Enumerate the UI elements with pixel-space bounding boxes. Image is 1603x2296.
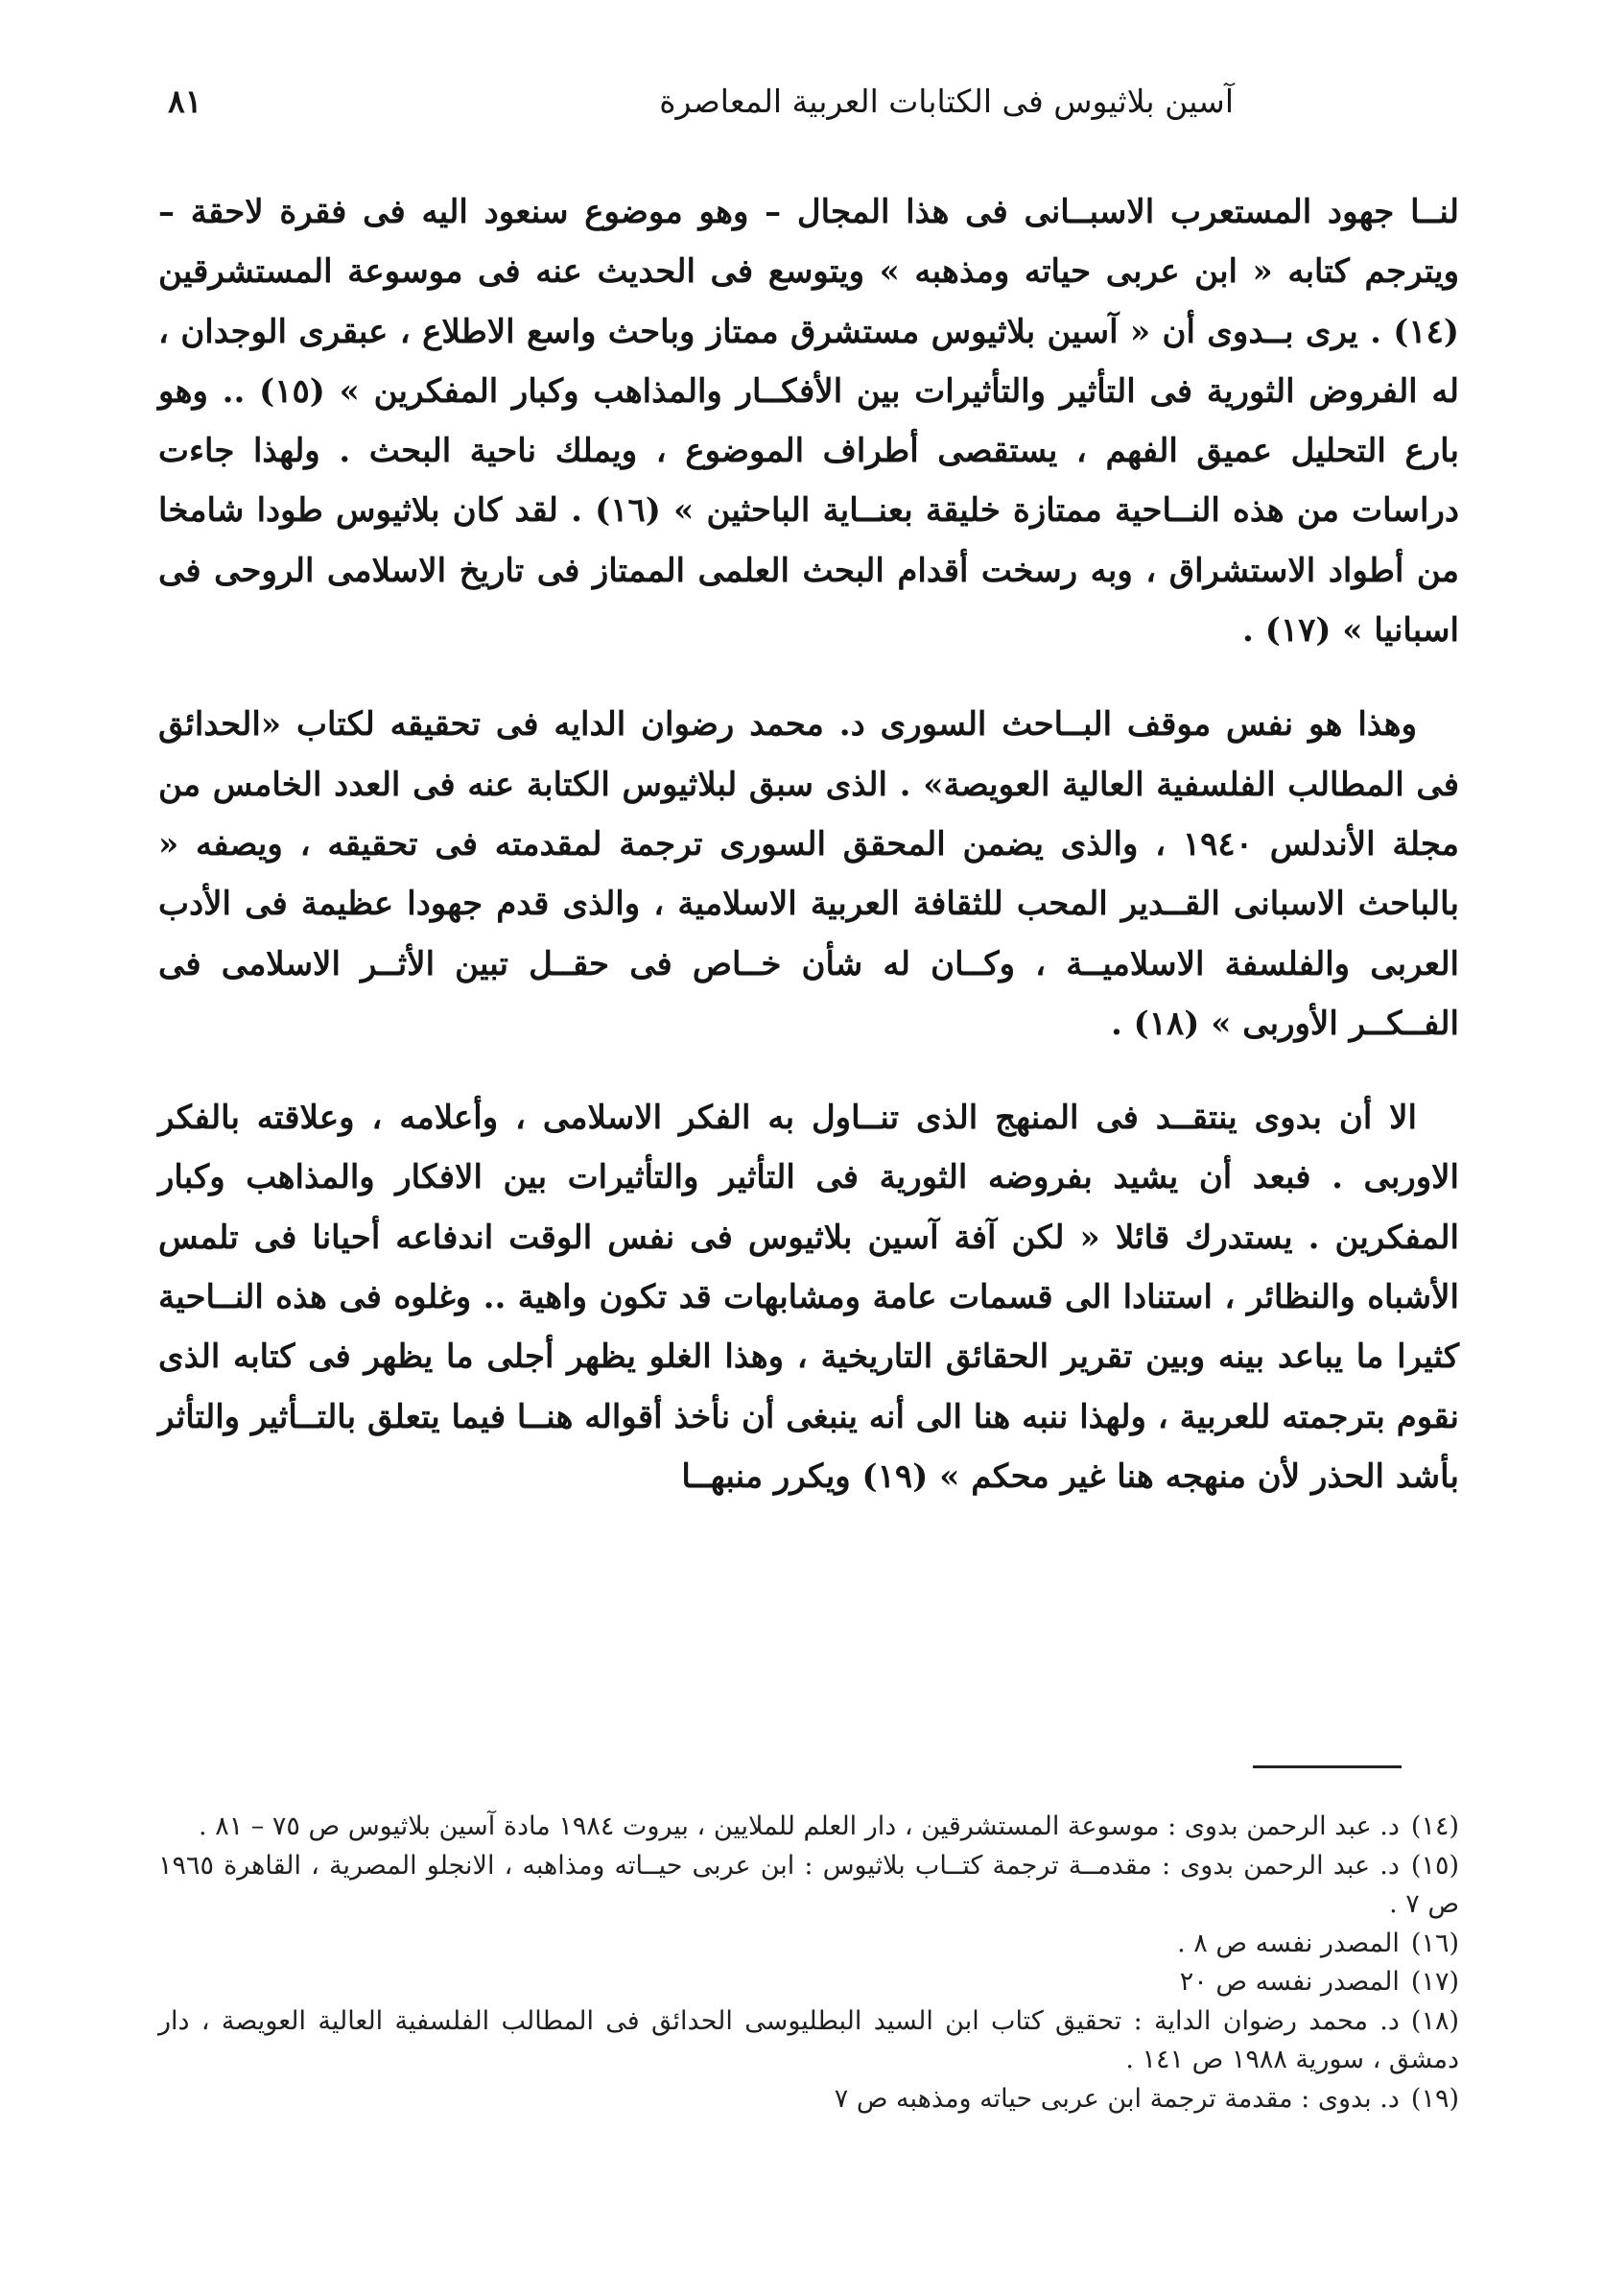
footnote-text: د. عبد الرحمن بدوى : مقدمــة ترجمة كتــاب بلاثيوس : ابن عربى حيــاته ومذاهبه ، الانجلو المصرية ، القاهرة ١٩٦٥ ص ٧ .	[158, 1850, 1459, 1919]
footnote-19	[158, 2080, 1459, 2119]
footnotes	[158, 1808, 1459, 2118]
footnote-number: (١٤)	[1410, 1811, 1459, 1841]
footnote-number: (١٥)	[1410, 1850, 1459, 1881]
page-header	[158, 75, 1459, 132]
paragraph-2: وهذا هو نفس موقف البــاحث السورى د. محمد رضوان الدايه فى تحقيقه لكتاب «الحدائق فى المطالب الفلسفية العالية العويصة» . الذى سبق لبلاثيوس الكتابة عنه فى العدد الخامس من مجلة الأندلس ١٩٤٠ ، والذى يضمن المحقق السورى ترجمة لمقدمته فى تحقيقه ، ويصفه « بالباحث الاسبانى القــدير المحب للثقافة العربية الاسلامية ، والذى قدم جهودا عظيمة فى الأدب العربى والفلسفة الاسلاميــة ، وكــان له شأن خــاص فى حقــل تبين الأثــر الاسلامى فى الفــكــر الأوربى » (١٨) .	[158, 705, 1459, 1043]
footnote-17	[158, 1963, 1459, 2002]
footnote-14	[158, 1808, 1459, 1847]
paragraph-3: الا أن بدوى ينتقــد فى المنهج الذى تنــاول به الفكر الاسلامى ، وأعلامه ، وعلاقته بالفكر الاوربى . فبعد أن يشيد بفروضه الثورية فى التأثير والتأثيرات بين الافكار والمذاهب وكبار المفكرين . يستدرك قائلا « لكن آفة آسين بلاثيوس فى نفس الوقت اندفاعه أحيانا فى تلمس الأشباه والنظائر ، استنادا الى قسمات عامة ومشابهات قد تكون واهية .. وغلوه فى هذه النــاحية كثيرا ما يباعد بينه وبين تقرير الحقائق التاريخية ، وهذا الغلو يظهر أجلى ما يظهر فى كتابه الذى نقوم بترجمته للعربية ، ولهذا ننبه هنا الى أنه ينبغى أن نأخذ أقواله هنــا فيما يتعلق بالتــأثير والتأثر بأشد الحذر لأن منهجه هنا غير محكم » (١٩) ويكرر منبهــا	[158, 1099, 1459, 1496]
paragraph-1: لنــا جهود المستعرب الاسبــانى فى هذا المجال – وهو موضوع سنعود اليه فى فقرة لاحقة – ويترجم كتابه « ابن عربى حياته ومذهبه » ويتوسع فى الحديث عنه فى موسوعة المستشرقين (١٤) . يرى بــدوى أن « آسين بلاثيوس مستشرق ممتاز وباحث واسع الاطلاع ، عبقرى الوجدان ، له الفروض الثورية فى التأثير والتأثيرات بين الأفكــار والمذاهب وكبار المفكرين » (١٥) .. وهو بارع التحليل عميق الفهم ، يستقصى أطراف الموضوع ، ويملك ناحية البحث . ولهذا جاءت دراسات من هذه النــاحية ممتازة خليقة بعنــاية الباحثين » (١٦) . لقد كان بلاثيوس طودا شامخا من أطواد الاستشراق ، وبه رسخت أقدام البحث العلمى الممتاز فى تاريخ الاسلامى الروحى فى اسبانيا » (١٧) .	[158, 193, 1460, 651]
footnote-number: (١٨)	[1410, 2005, 1459, 2036]
footnote-text: د. عبد الرحمن بدوى : موسوعة المستشرقين ، دار العلم للملايين ، بيروت ١٩٨٤ مادة آسين بلاثيوس ص ٧٥ – ٨١ .	[199, 1811, 1400, 1841]
footnote-18	[158, 2002, 1459, 2080]
footnote-text: د. محمد رضوان الداية : تحقيق كتاب ابن السيد البطليوسى الحدائق فى المطالب الفلسفية العالية العويصة ، دار دمشق ، سورية ١٩٨٨ ص ١٤١ .	[158, 2005, 1459, 2074]
footnote-number: (١٧)	[1410, 1967, 1459, 1997]
running-title: آسين بلاثيوس فى الكتابات العربية المعاصرة	[659, 83, 1234, 120]
page-number: ٨١	[168, 83, 202, 120]
main-text	[158, 182, 1459, 1541]
footnote-divider	[1253, 1765, 1402, 1768]
footnote-number: (١٩)	[1410, 2083, 1459, 2114]
footnote-number: (١٦)	[1410, 1928, 1459, 1958]
footnote-text: المصدر نفسه ص ٢٠	[1179, 1967, 1400, 1997]
footnote-16	[158, 1925, 1459, 1964]
footnote-15	[158, 1847, 1459, 1925]
footnote-text: المصدر نفسه ص ٨ .	[1177, 1928, 1400, 1958]
footnote-text: د. بدوى : مقدمة ترجمة ابن عربى حياته ومذهبه ص ٧	[834, 2083, 1400, 2114]
